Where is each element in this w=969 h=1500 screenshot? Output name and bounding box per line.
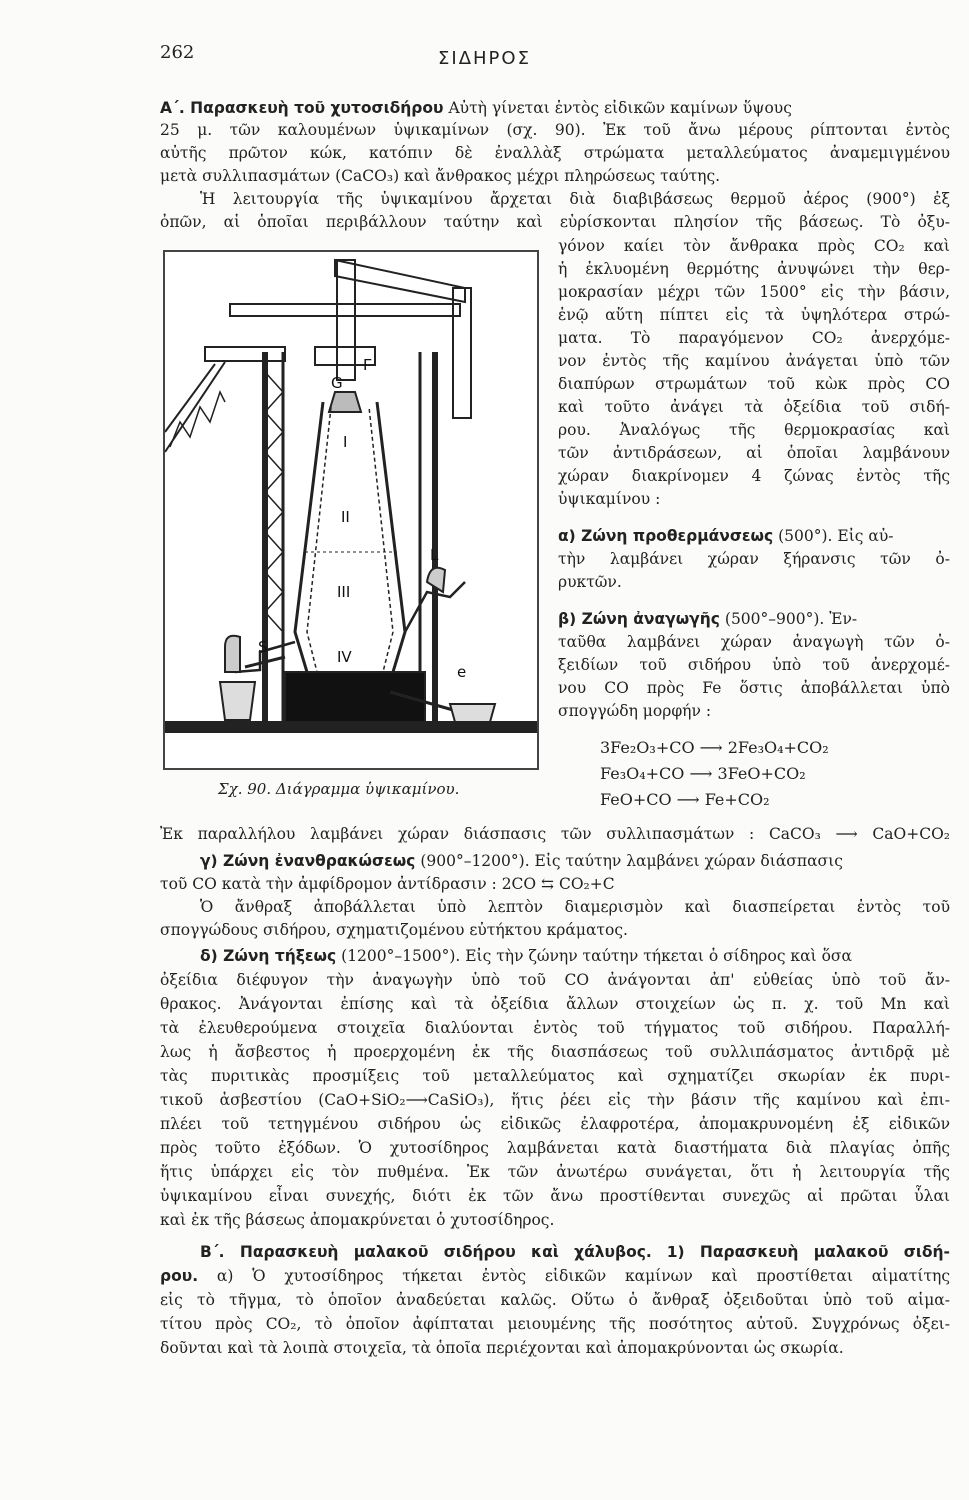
label-S: S: [258, 638, 268, 656]
paragraph-line: ἐνῷ αὕτη πίπτει εἰς τὰ ὑψηλότερα στρώ-: [558, 306, 950, 324]
zone-a-text-1: (500°). Εἰς αὐ-: [778, 527, 894, 545]
paragraph-line: ξειδίων τοῦ σιδήρου ὑπὸ τοῦ ἀνερχομέ-: [558, 656, 950, 674]
equation-2: Fe₃O₄+CO ⟶ 3FeO+CO₂: [600, 764, 806, 783]
zone-b-line-1: [558, 609, 950, 629]
paragraph-line: Ἡ λειτουργία τῆς ὑψικαμίνου ἄρχεται διὰ διαβιβάσεως θερμοῦ ἀέρος (900°) ἐξ: [200, 190, 950, 208]
section-b-text-1: α) Ὁ χυτοσίδηρος τήκεται ἐντὸς εἰδικῶν καμίνων καὶ προστίθεται αἱματίτης: [216, 1267, 950, 1285]
zone-g-text-1: (900°–1200°). Εἰς ταύτην λαμβάνει χώραν διάσπασις: [420, 852, 843, 870]
zone-d-heading: δ) Ζώνη τήξεως: [200, 947, 337, 965]
paragraph-line: εἰς τὸ τῆγμα, τὸ ὁποῖον ἀναδεύεται καλῶς. Οὕτω ὁ ἄνθραξ ὀξειδοῦται ὑπὸ τοῦ αἱμα-: [160, 1291, 950, 1309]
paragraph-line: ρου. Ἀναλόγως τῆς θερμοκρασίας καὶ: [558, 421, 950, 439]
zone-b-text-1: (500°–900°). Ἐν-: [724, 610, 858, 628]
paragraph-line: τὰς πυριτικὰς προσμίξεις τοῦ μεταλλεύματος καὶ σχηματίζει σκωρίαν ἐκ πυρι-: [160, 1067, 950, 1085]
paragraph-line: ἥτις ὑπάρχει εἰς τὸν πυθμένα. Ἐκ τῶν ἀνωτέρω συνάγεται, ὅτι ἡ λειτουργία τῆς: [160, 1163, 950, 1181]
paragraph-line: τῶν ἀντιδράσεων, αἱ ὁποῖαι λαμβάνουν: [558, 444, 950, 462]
zone-d-text-1: (1200°–1500°). Εἰς τὴν ζώνην ταύτην τήκεται ὁ σίδηρος καὶ ὅσα: [341, 947, 852, 965]
paragraph-line: νον ἐντὸς τῆς καμίνου ἀνάγεται ὑπὸ τῶν: [558, 352, 950, 370]
paragraph-line: διαπύρων στρωμάτων τοῦ κὼκ πρὸς CO: [558, 375, 950, 393]
paragraph-line: ὀπῶν, αἱ ὁποῖαι περιβάλλουν ταύτην καὶ εὑρίσκονται πλησίον τῆς βάσεως. Τὸ ὀξυ-: [160, 213, 950, 231]
paragraph-line: ἡ ἐκλυομένη θερμότης ἀνυψώνει τὴν θερ-: [558, 260, 950, 278]
label-zone-4: IV: [337, 648, 352, 666]
page-number: 262: [160, 42, 195, 63]
paragraph-line: σπογγώδους σιδήρου, σχηματιζομένου εὐτήκτου κράματος.: [160, 921, 628, 939]
paragraph-line: μοκρασίαν μέχρι τῶν 1500° εἰς τὴν βάσιν,: [558, 283, 950, 301]
label-gamma: Γ: [363, 356, 372, 374]
paragraph-line: θρακος. Ἀνάγονται ἐπίσης καὶ τὰ ὀξείδια ἄλλων στοιχείων ὡς π. χ. τοῦ Mn καὶ: [160, 995, 950, 1013]
paragraph-line: τοῦ CO κατὰ τὴν ἀμφίδρομον ἀντίδρασιν : 2CO ⇆ CO₂+C: [160, 875, 615, 893]
paragraph-line: ὀξείδια διέφυγον τὴν ἀναγωγὴν ὑπὸ τοῦ CO ἀνάγονται ἀπ' εὐθείας ὑπὸ τοῦ ἄν-: [160, 971, 950, 989]
zone-b-heading: β) Ζώνη ἀναγωγῆς: [558, 610, 720, 628]
paragraph-line: τὴν λαμβάνει χώραν ξήρανσις τῶν ὀ-: [558, 550, 950, 568]
section-a-line-1: [160, 98, 950, 118]
section-b-subheading: 1) Παρασκευὴ μαλακοῦ σιδή-: [666, 1243, 950, 1261]
running-title: ΣΙΔΗΡΟΣ: [438, 48, 531, 69]
paragraph-line: ματα. Τὸ παραγόμενον CO₂ ἀνερχόμε-: [558, 329, 950, 347]
section-b-line-1: [160, 1242, 950, 1262]
paragraph-line: Ἐκ παραλλήλου λαμβάνει χώραν διάσπασις τῶν συλλιπασμάτων : CaCO₃ ⟶ CaO+CO₂: [160, 825, 950, 843]
blast-furnace-diagram: [165, 252, 537, 768]
paragraph-line: μετὰ συλλιπασμάτων (CaCO₃) καὶ ἄνθρακος μέχρι πληρώσεως ταύτης.: [160, 167, 721, 185]
paragraph-line: λως ἡ ἄσβεστος ἡ προερχομένη ἐκ τῆς διασπάσεως τοῦ συλλιπάσματος ἀντιδρᾷ μὲ: [160, 1043, 950, 1061]
section-b-line-2: [160, 1266, 950, 1286]
paragraph-line: Ὁ ἄνθραξ ἀποβάλλεται ὑπὸ λεπτὸν διαμερισμὸν καὶ διασπείρεται ἐντὸς τοῦ: [200, 898, 950, 916]
label-zone-3: III: [337, 583, 351, 601]
top-platform: [230, 304, 460, 316]
paragraph-line: καὶ τοῦτο ἀνάγει τὰ ὀξείδια τοῦ σιδή-: [558, 398, 950, 416]
charging-bell: [329, 392, 361, 412]
label-zone-1: I: [343, 433, 348, 451]
paragraph-line: γόνον καίει τὸν ἄνθρακα πρὸς CO₂ καὶ: [558, 237, 950, 255]
paragraph-line: τικοῦ ἀσβεστίου (CaO+SiO₂⟶CaSiO₃), ἥτις ῥέει εἰς τὴν βάσιν τῆς καμίνου καὶ ἐπι-: [160, 1091, 950, 1109]
furnace-lining: [307, 407, 393, 672]
equation-1: 3Fe₂O₃+CO ⟶ 2Fe₃O₄+CO₂: [600, 738, 829, 757]
section-a-text-1: Αὐτὴ γίνεται ἐντὸς εἰδικῶν καμίνων ὕψους: [448, 99, 792, 117]
truss-beam: [205, 347, 285, 361]
paragraph-line: ταῦθα λαμβάνει χώραν ἀναγωγὴ τῶν ὀ-: [558, 633, 950, 651]
figure-caption: Σχ. 90. Διάγραμμα ὑψικαμίνου.: [218, 780, 460, 798]
zone-g-line-1: [160, 851, 950, 871]
zone-g-heading: γ) Ζώνη ἐνανθρακώσεως: [200, 852, 416, 870]
paragraph-line: ὑψικαμίνου :: [558, 490, 661, 508]
paragraph-line: νου CO πρὸς Fe ὅστις ἀποβάλλεται ὑπὸ: [558, 679, 950, 697]
equation-3: FeO+CO ⟶ Fe+CO₂: [600, 790, 770, 809]
ground-line: [165, 722, 537, 732]
label-zone-2: II: [341, 508, 350, 526]
paragraph-line: καὶ ἐκ τῆς βάσεως ἀπομακρύνεται ὁ χυτοσίδηρος.: [160, 1211, 555, 1229]
paragraph-line: χώραν διακρίνομεν 4 ζώνας ἐντὸς τῆς: [558, 467, 950, 485]
zone-a-heading: α) Ζώνη προθερμάνσεως: [558, 527, 774, 545]
bustle-pipe-left: [225, 636, 240, 672]
paragraph-line: πλέει τοῦ τετηγμένου σιδήρου ὡς εἰδικῶς ἐλαφροτέρα, ἀπομακρυνομένη ἐξ εἰδικῶν: [160, 1115, 950, 1133]
paragraph-line: τὰ ἐλευθερούμενα στοιχεῖα διαλύονται ἐντὸς τοῦ τήγματος τοῦ σιδήρου. Παραλλή-: [160, 1019, 950, 1037]
label-L: L: [430, 546, 439, 564]
section-a-heading: Α΄. Παρασκευὴ τοῦ χυτοσιδήρου: [160, 99, 444, 117]
furnace-shell-outer: [295, 402, 405, 682]
paragraph-line: πρὸς τοῦτο ἐξόδων. Ὁ χυτοσίδηρος λαμβάνεται κατὰ διαστήματα διὰ πλαγίας ὀπῆς: [160, 1139, 950, 1157]
truss-brace: [165, 364, 215, 432]
paragraph-line: δοῦνται καὶ τὰ λοιπὰ στοιχεῖα, τὰ ὁποῖα περιέχονται καὶ ἀπομακρύνονται ὡς σκωρία.: [160, 1339, 844, 1357]
zone-a-line-1: [558, 526, 950, 546]
label-e: e: [457, 663, 467, 681]
label-G: G: [331, 374, 343, 392]
iron-ladle: [450, 704, 495, 722]
paragraph-line: 25 μ. τῶν καλουμένων ὑψικαμίνων (σχ. 90). Ἐκ τοῦ ἄνω μέρους ρίπτονται ἐντὸς: [160, 121, 950, 139]
paragraph-line: τίτου πρὸς CO₂, τὸ ὁποῖον ἀφίπταται μειουμένης τῆς ποσότητος αὐτοῦ. Συγχρόνως ὀξει-: [160, 1315, 950, 1333]
truss-lattice: [170, 392, 225, 447]
downcomer-pipe: [453, 288, 471, 418]
paragraph-line: αὐτῆς πρῶτον κώκ, κατόπιν δὲ ἐναλλὰξ στρώματα μεταλλεύματος ἀναμεμιγμένου: [160, 144, 950, 162]
section-b-heading: Β΄. Παρασκευὴ μαλακοῦ σιδήρου καὶ χάλυβος.: [200, 1243, 652, 1261]
bustle-pipe-right: [427, 568, 445, 592]
zone-d-line-1: [160, 946, 950, 966]
section-b-subheading-end: ρου.: [160, 1267, 199, 1285]
blast-furnace-figure: [163, 250, 539, 770]
paragraph-line: ρυκτῶν.: [558, 573, 622, 591]
paragraph-line: ὑψικαμίνου εἶναι συνεχής, διότι ἐκ τῶν ἄνω προστίθενται συνεχῶς αἱ πρῶται ὗλαι: [160, 1187, 950, 1205]
paragraph-line: σπογγώδη μορφήν :: [558, 702, 712, 720]
slag-bucket: [220, 682, 255, 720]
